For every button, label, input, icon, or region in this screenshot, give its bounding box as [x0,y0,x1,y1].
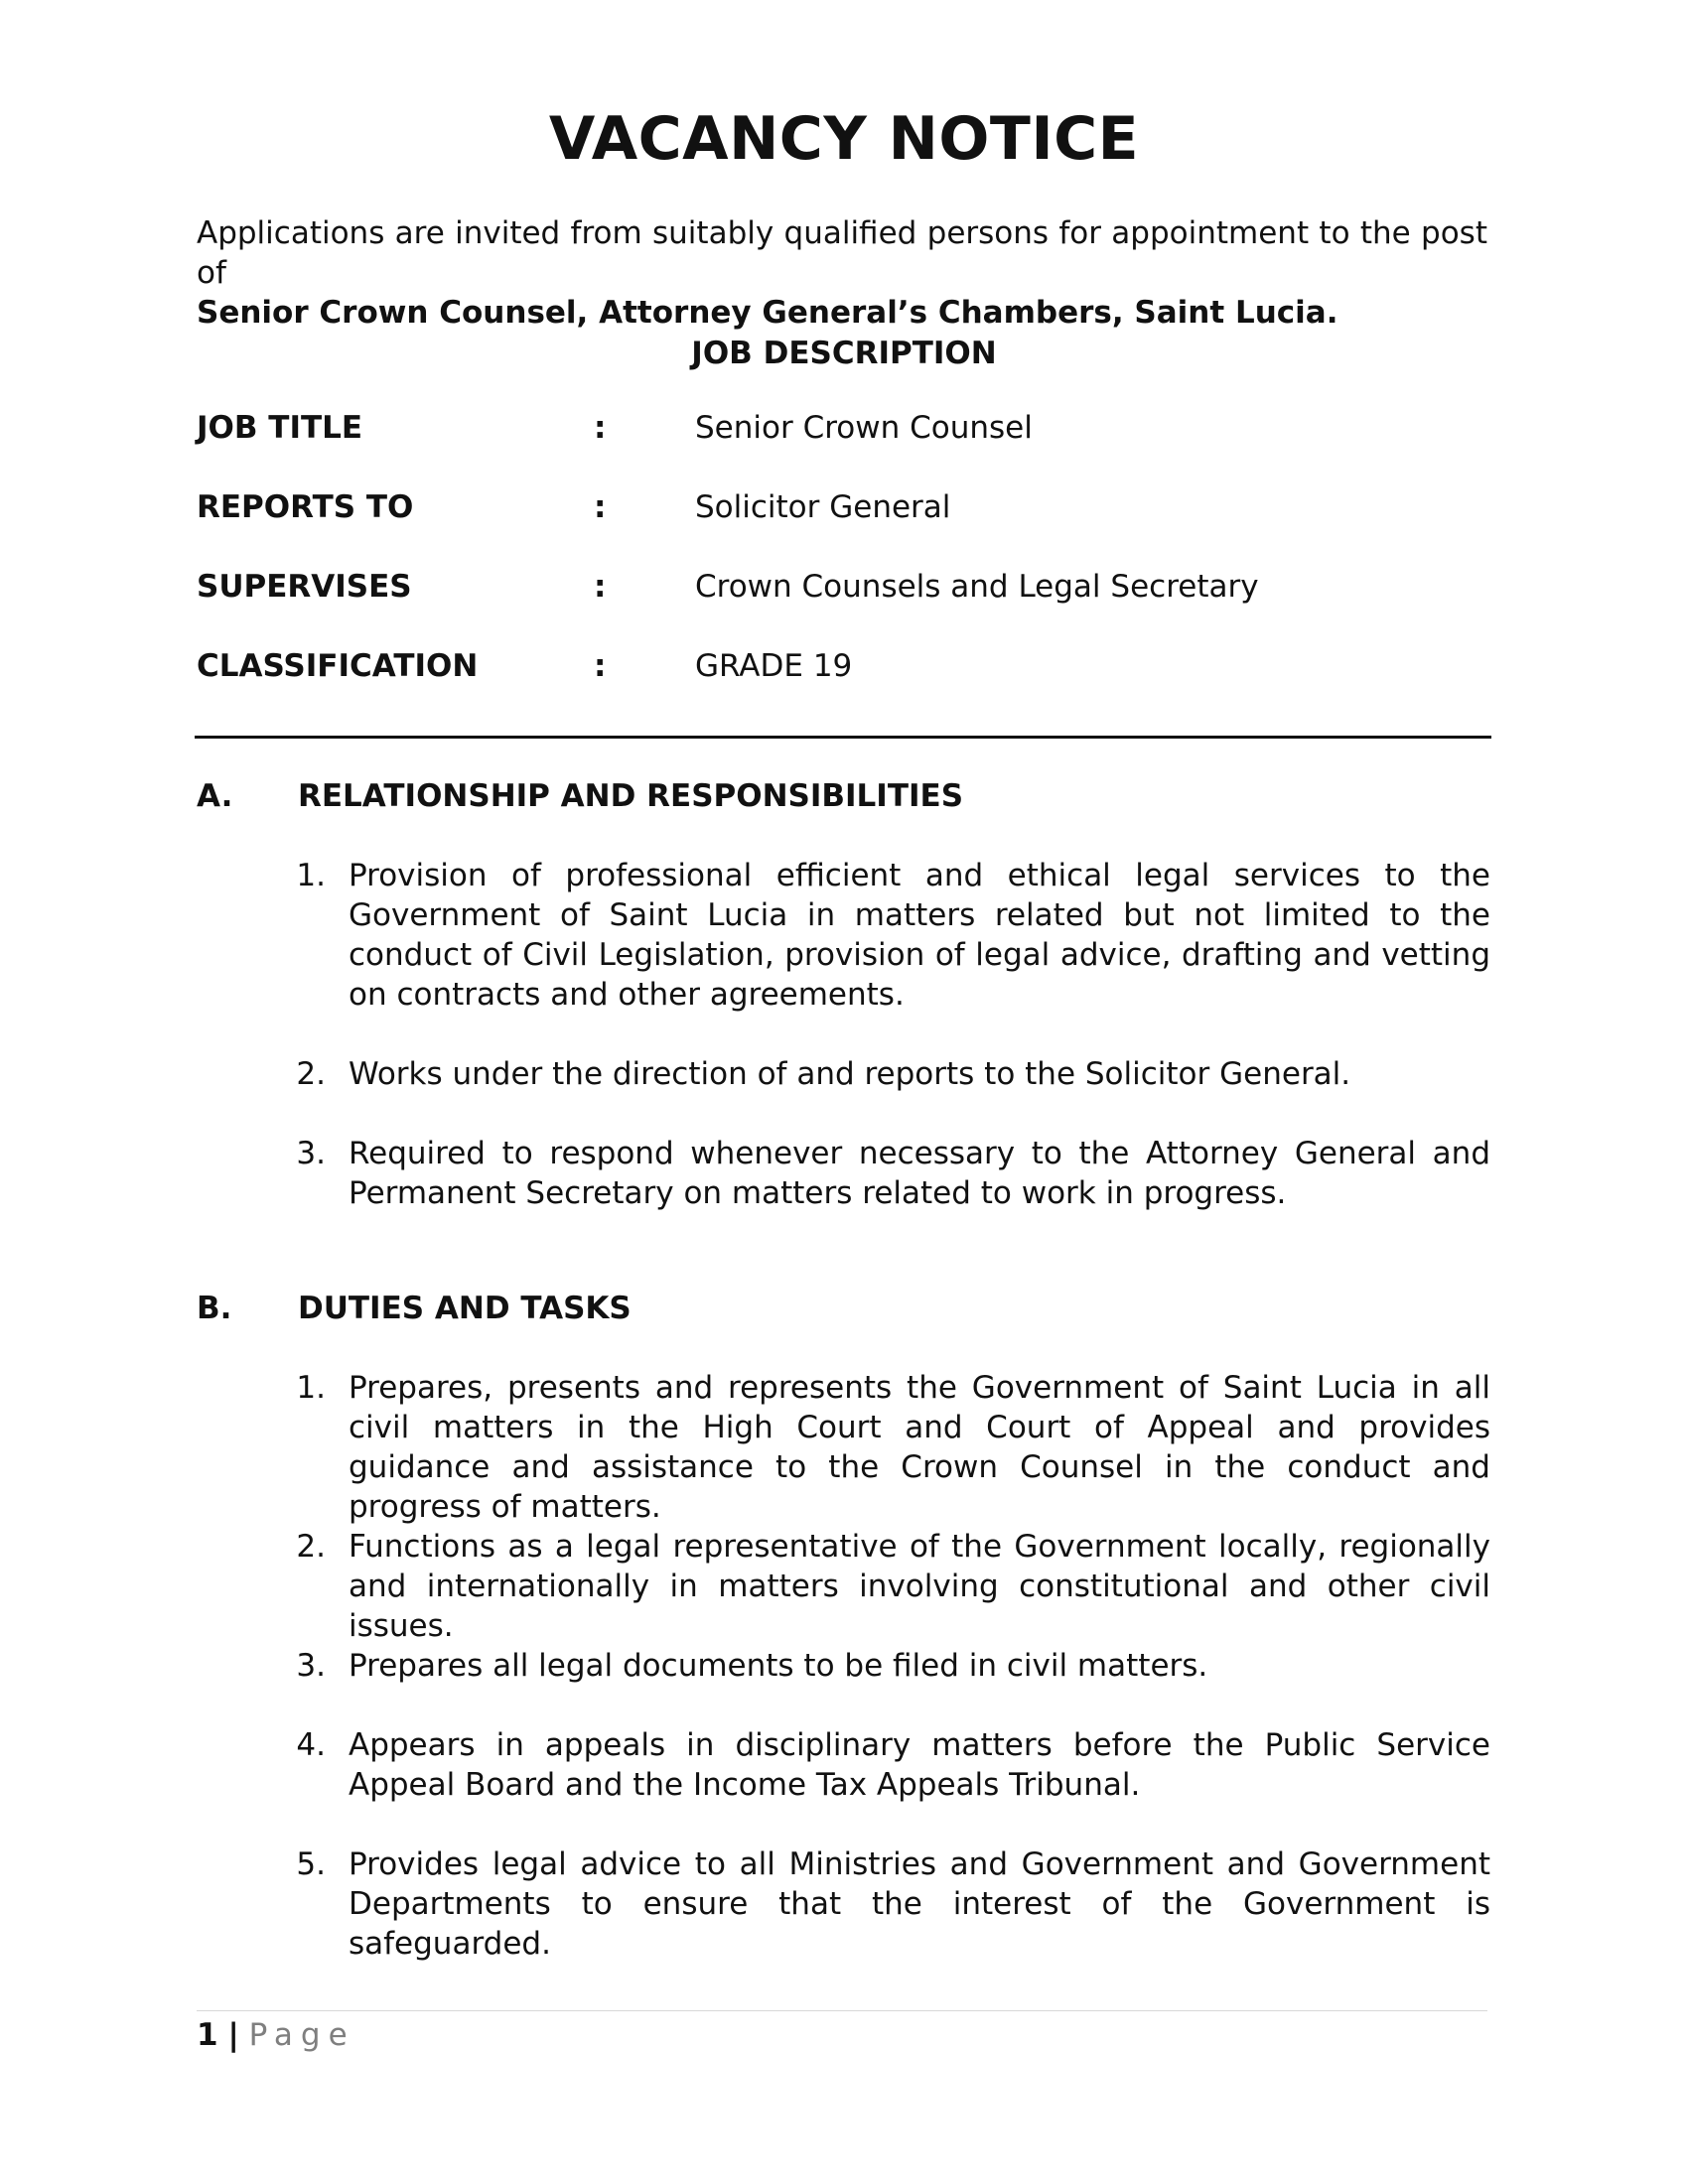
field-job-title [197,408,1487,448]
item-number: 4. [296,1727,326,1763]
job-description-heading: JOB DESCRIPTION [691,336,997,371]
page-footer [197,2015,355,2055]
item-text: Provides legal advice to all Ministries and Government and Government Departments to ensure that the interest of the Government is safeguarded. [349,1846,1490,1962]
page-number: 1 [197,2017,218,2053]
field-classification [197,646,1487,686]
item-number: 5. [296,1846,326,1882]
field-label: REPORTS TO [197,489,414,525]
intro-line: Applications are invited from suitably qualified persons for appointment to the post of [197,215,1487,291]
item-number: 1. [296,858,326,893]
field-value: Senior Crown Counsel [695,410,1033,446]
footer-divider [197,2010,1487,2011]
section-letter: A. [197,778,233,814]
intro-paragraph [197,213,1487,333]
item-text: Works under the direction of and reports to the Solicitor General. [349,1056,1351,1092]
item-text: Prepares all legal documents to be filed in civil matters. [349,1648,1208,1684]
item-text: Provision of professional efficient and ethical legal services to the Government of Saint Lucia in matters related but not limited to the conduct of Civil Legislation, provision of legal advice, drafting and vetting on contracts and other agreements. [349,858,1490,1013]
item-number: 1. [296,1370,326,1406]
section-title: DUTIES AND TASKS [298,1291,632,1326]
field-separator: : [594,648,607,684]
field-separator: : [594,569,607,605]
field-value: GRADE 19 [695,648,853,684]
footer-separator: | [227,2017,239,2053]
field-label: JOB TITLE [197,410,363,446]
item-number: 3. [296,1136,326,1171]
divider-rule [195,736,1491,739]
item-text: Required to respond whenever necessary to the Attorney General and Permanent Secretary on matters related to work in progress. [349,1136,1490,1211]
field-separator: : [594,489,607,525]
field-separator: : [594,410,607,446]
page-label: Page [248,2017,355,2053]
field-supervises [197,567,1487,607]
item-text: Appears in appeals in disciplinary matters before the Public Service Appeal Board and the Income Tax Appeals Tribunal. [349,1727,1490,1803]
intro-post-title: Senior Crown Counsel, Attorney General’s Chambers, Saint Lucia. [197,295,1338,331]
page-title: VACANCY NOTICE [548,104,1140,174]
item-number: 2. [296,1056,326,1092]
field-value: Solicitor General [695,489,951,525]
item-text: Functions as a legal representative of the Government locally, regionally and internationally in matters involving constitutional and other civil issues. [349,1529,1490,1644]
field-label: CLASSIFICATION [197,648,479,684]
section-letter: B. [197,1291,232,1326]
section-title: RELATIONSHIP AND RESPONSIBILITIES [298,778,964,814]
field-reports-to [197,487,1487,527]
field-label: SUPERVISES [197,569,412,605]
field-value: Crown Counsels and Legal Secretary [695,569,1259,605]
item-number: 2. [296,1529,326,1565]
item-number: 3. [296,1648,326,1684]
item-text: Prepares, presents and represents the Government of Saint Lucia in all civil matters in the High Court and Court of Appeal and provides guidance and assistance to the Crown Counsel in the conduct and progress of matters. [349,1370,1490,1525]
